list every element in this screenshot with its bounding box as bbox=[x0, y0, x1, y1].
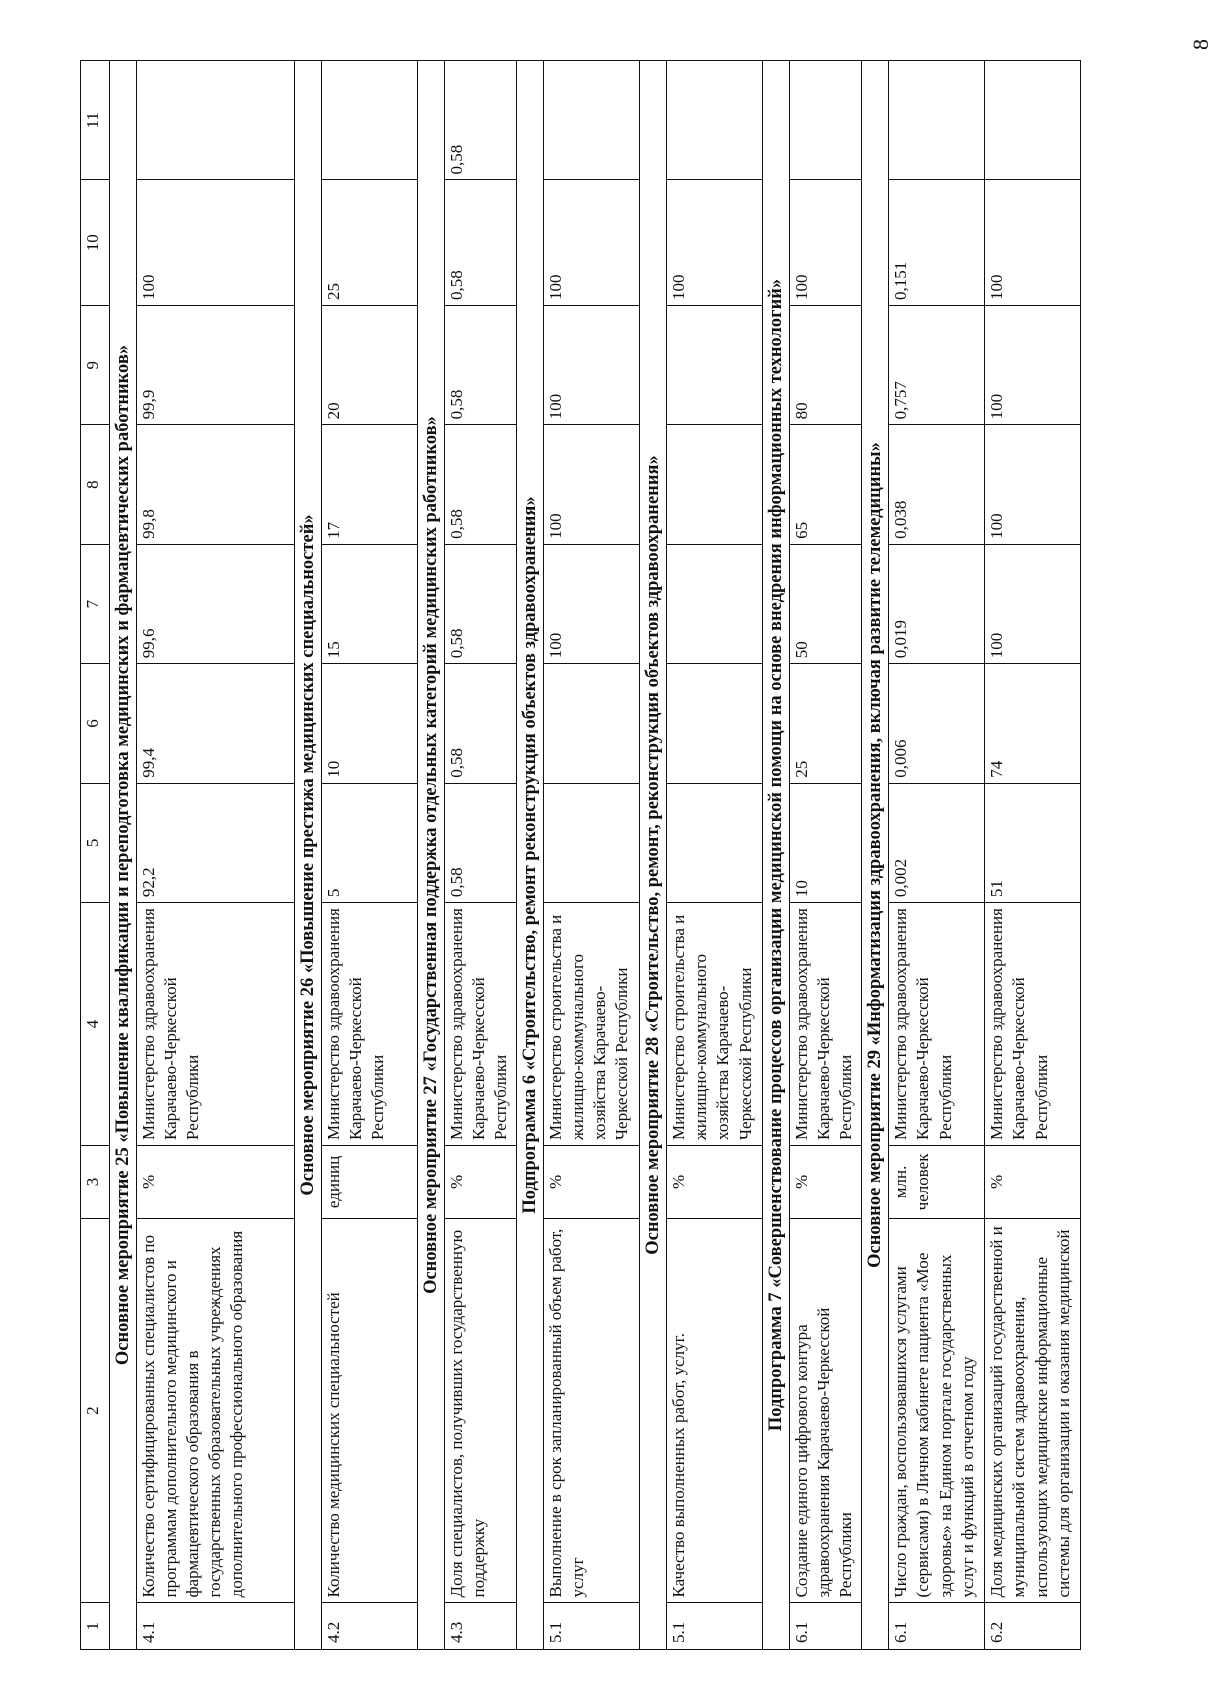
value: 99,8 bbox=[137, 425, 295, 544]
value: 100 bbox=[985, 425, 1081, 544]
responsible: Министерство здравоохранения Карачаево-Черкесской Республики bbox=[322, 903, 418, 1146]
value: 74 bbox=[985, 664, 1081, 783]
section-title: Основное мероприятие 29 «Информатизация здравоохранения, включая развитие телемедицины» bbox=[862, 61, 889, 1650]
responsible: Министерство здравоохранения Карачаево-Черкесской Республики bbox=[985, 903, 1081, 1146]
responsible: Министерство здравоохранения Карачаево-Черкесской Республики bbox=[790, 903, 862, 1146]
value bbox=[667, 664, 763, 783]
value: 92,2 bbox=[137, 783, 295, 902]
responsible: Министерство здравоохранения Карачаево-Черкесской Республики bbox=[889, 903, 985, 1146]
value: 0,757 bbox=[889, 306, 985, 425]
value: 100 bbox=[544, 306, 640, 425]
value: 100 bbox=[985, 306, 1081, 425]
indicator-name: Создание единого цифрового контура здравоохранения Карачаево-Черкесской Республики bbox=[790, 1218, 862, 1603]
section-row bbox=[295, 61, 322, 1650]
indicator-name: Доля специалистов, получивших государственную поддержку bbox=[445, 1218, 517, 1603]
table-row bbox=[445, 61, 517, 1650]
table-row bbox=[667, 61, 763, 1650]
value: 10 bbox=[322, 664, 418, 783]
value bbox=[544, 61, 640, 181]
colnum: 8 bbox=[81, 425, 110, 544]
indicators-table bbox=[80, 60, 1081, 1650]
value bbox=[667, 61, 763, 181]
value: 0,019 bbox=[889, 544, 985, 663]
row-number: 5.1 bbox=[544, 1603, 640, 1650]
colnum: 11 bbox=[81, 61, 110, 181]
row-number: 6.1 bbox=[790, 1603, 862, 1650]
colnum: 3 bbox=[81, 1146, 110, 1219]
value: 0,58 bbox=[445, 783, 517, 902]
indicator-name: Число граждан, воспользовавшихся услугами (сервисами) в Личном кабинете пациента «Мое здоровье» на Едином портале государственных услуг и функций в отчетном году bbox=[889, 1218, 985, 1603]
section-row bbox=[763, 61, 790, 1650]
colnum: 10 bbox=[81, 180, 110, 306]
unit: единиц bbox=[322, 1146, 418, 1219]
table-row bbox=[322, 61, 418, 1650]
value bbox=[544, 783, 640, 902]
unit: % bbox=[137, 1146, 295, 1219]
row-number: 5.1 bbox=[667, 1603, 763, 1650]
indicator-name: Выполнение в срок запланированный объем работ, услуг bbox=[544, 1218, 640, 1603]
page-number: 8 bbox=[1188, 39, 1213, 50]
column-numbers-row bbox=[81, 61, 110, 1650]
value: 5 bbox=[322, 783, 418, 902]
indicator-name: Доля медицинских организаций государственной и муниципальной систем здравоохранения, использующих медицинские информационные системы для организации и оказания медицинской bbox=[985, 1218, 1081, 1603]
unit: % bbox=[667, 1146, 763, 1219]
value: 0,58 bbox=[445, 61, 517, 181]
responsible: Министерство здравоохранения Карачаево-Черкесской Республики bbox=[445, 903, 517, 1146]
value: 100 bbox=[544, 425, 640, 544]
unit: % bbox=[790, 1146, 862, 1219]
value: 100 bbox=[667, 180, 763, 306]
rotated-page bbox=[80, 60, 1210, 1650]
unit: % bbox=[985, 1146, 1081, 1219]
indicator-name: Количество медицинских специальностей bbox=[322, 1218, 418, 1603]
value: 100 bbox=[985, 180, 1081, 306]
value bbox=[667, 425, 763, 544]
section-row bbox=[517, 61, 544, 1650]
responsible: Министерство здравоохранения Карачаево-Черкесской Республики bbox=[137, 903, 295, 1146]
value: 100 bbox=[544, 544, 640, 663]
table-row bbox=[790, 61, 862, 1650]
indicator-name: Качество выполненных работ, услуг. bbox=[667, 1218, 763, 1603]
value bbox=[889, 61, 985, 181]
section-row bbox=[862, 61, 889, 1650]
colnum: 5 bbox=[81, 783, 110, 902]
table-row bbox=[985, 61, 1081, 1650]
subprogram-title: Подпрограмма 7 «Совершенствование процессов организации медицинской помощи на основе внедрения информационных технологий» bbox=[763, 61, 790, 1650]
row-number: 6.1 bbox=[889, 1603, 985, 1650]
value bbox=[667, 783, 763, 902]
section-title: Основное мероприятие 25 «Повышение квалификации и переподготовка медицинских и фармацевтических работников» bbox=[110, 61, 137, 1650]
table-row bbox=[889, 61, 985, 1650]
value: 80 bbox=[790, 306, 862, 425]
value: 0,151 bbox=[889, 180, 985, 306]
indicator-name: Количество сертифицированных специалистов по программам дополнительного медицинского и фармацевтического образования в государственных образовательных учреждениях дополнительного профессионального образования bbox=[137, 1218, 295, 1603]
value bbox=[985, 61, 1081, 181]
value: 0,58 bbox=[445, 180, 517, 306]
value: 15 bbox=[322, 544, 418, 663]
value: 99,9 bbox=[137, 306, 295, 425]
value: 0,58 bbox=[445, 306, 517, 425]
responsible: Министерство строительства и жилищно-коммунального хозяйства Карачаево-Черкесской Республики bbox=[544, 903, 640, 1146]
table-row bbox=[544, 61, 640, 1650]
unit: % bbox=[544, 1146, 640, 1219]
unit: млн. человек bbox=[889, 1146, 985, 1219]
value bbox=[322, 61, 418, 181]
value: 0,038 bbox=[889, 425, 985, 544]
value: 100 bbox=[137, 180, 295, 306]
colnum: 4 bbox=[81, 903, 110, 1146]
value: 0,002 bbox=[889, 783, 985, 902]
value: 0,006 bbox=[889, 664, 985, 783]
colnum: 7 bbox=[81, 544, 110, 663]
section-row bbox=[418, 61, 445, 1650]
value bbox=[667, 544, 763, 663]
subprogram-title: Подпрограмма 6 «Строительство, ремонт реконструкция объектов здравоохранения» bbox=[517, 61, 544, 1650]
row-number: 6.2 bbox=[985, 1603, 1081, 1650]
section-title: Основное мероприятие 28 «Строительство, ремонт, реконструкция объектов здравоохранения» bbox=[640, 61, 667, 1650]
value bbox=[667, 306, 763, 425]
section-row bbox=[640, 61, 667, 1650]
colnum: 1 bbox=[81, 1603, 110, 1650]
value: 51 bbox=[985, 783, 1081, 902]
value: 100 bbox=[790, 180, 862, 306]
value: 50 bbox=[790, 544, 862, 663]
section-title: Основное мероприятие 27 «Государственная поддержка отдельных категорий медицинских работников» bbox=[418, 61, 445, 1650]
responsible: Министерство строительства и жилищно-коммунального хозяйства Карачаево-Черкесской Республики bbox=[667, 903, 763, 1146]
value bbox=[790, 61, 862, 181]
value: 100 bbox=[544, 180, 640, 306]
value: 10 bbox=[790, 783, 862, 902]
value: 99,4 bbox=[137, 664, 295, 783]
value: 0,58 bbox=[445, 664, 517, 783]
value: 100 bbox=[985, 544, 1081, 663]
value bbox=[137, 61, 295, 181]
value: 0,58 bbox=[445, 425, 517, 544]
section-title: Основное мероприятие 26 «Повышение престижа медицинских специальностей» bbox=[295, 61, 322, 1650]
value: 25 bbox=[790, 664, 862, 783]
value: 99,6 bbox=[137, 544, 295, 663]
value: 25 bbox=[322, 180, 418, 306]
section-row bbox=[110, 61, 137, 1650]
value: 65 bbox=[790, 425, 862, 544]
value: 20 bbox=[322, 306, 418, 425]
unit: % bbox=[445, 1146, 517, 1219]
value bbox=[544, 664, 640, 783]
value: 0,58 bbox=[445, 544, 517, 663]
value: 17 bbox=[322, 425, 418, 544]
colnum: 9 bbox=[81, 306, 110, 425]
row-number: 4.1 bbox=[137, 1603, 295, 1650]
row-number: 4.2 bbox=[322, 1603, 418, 1650]
table-row bbox=[137, 61, 295, 1650]
colnum: 6 bbox=[81, 664, 110, 783]
row-number: 4.3 bbox=[445, 1603, 517, 1650]
colnum: 2 bbox=[81, 1218, 110, 1603]
